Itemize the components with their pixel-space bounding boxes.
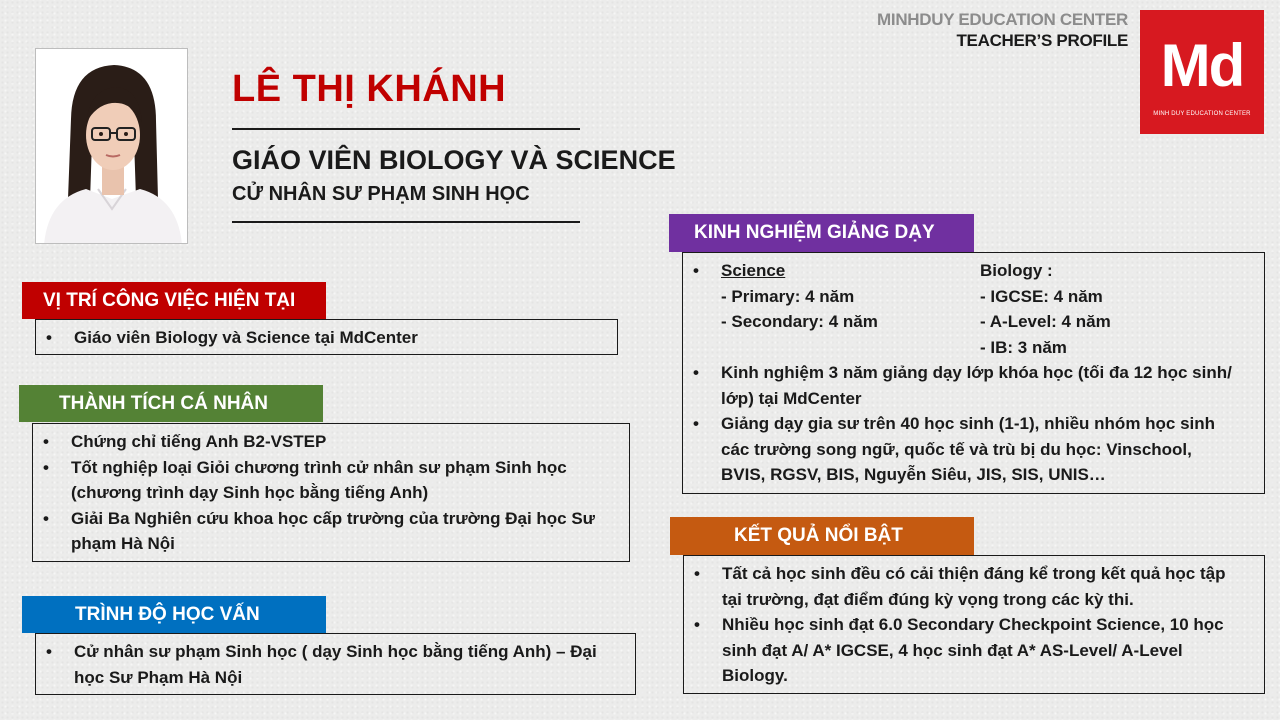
teacher-title: GIÁO VIÊN BIOLOGY VÀ SCIENCE bbox=[232, 145, 676, 175]
science-line: - Secondary: 4 năm bbox=[721, 312, 878, 331]
profile-label: TEACHER’S PROFILE bbox=[956, 31, 1128, 50]
divider-bottom bbox=[232, 221, 580, 223]
logo-subtext: MINH DUY EDUCATION CENTER bbox=[1153, 111, 1251, 117]
teacher-name: LÊ THỊ KHÁNH bbox=[232, 68, 507, 110]
list-item: • Kinh nghiệm 3 năm giảng dạy lớp khóa học (tối đa 12 học sinh/ lớp) tại MdCenter bbox=[683, 360, 1236, 411]
current-position-box bbox=[35, 319, 618, 355]
biology-label: Biology : bbox=[980, 261, 1053, 280]
list-item: • Giảng dạy gia sư trên 40 học sinh (1-1), nhiều nhóm học sinh các trường song ngữ, quốc tế và trù bị du học: Vinschool, BVIS, RGSV, BIS, Nguyễn Siêu, JIS, SIS, UNIS… bbox=[683, 411, 1236, 488]
list-item: • Tất cả học sinh đều có cải thiện đáng kể trong kết quả học tập tại trường, đạt điểm đúng kỳ vọng trong các kỳ thi. bbox=[684, 561, 1236, 612]
biology-line: - IB: 3 năm bbox=[980, 337, 1067, 357]
list-item: • Cử nhân sư phạm Sinh học ( dạy Sinh học bằng tiếng Anh) – Đại học Sư Phạm Hà Nội bbox=[36, 639, 623, 690]
achievements-heading: THÀNH TÍCH CÁ NHÂN bbox=[19, 385, 323, 422]
logo-mark: Md bbox=[1160, 32, 1244, 99]
experience-box bbox=[682, 252, 1265, 494]
results-box bbox=[683, 555, 1265, 694]
biology-column bbox=[980, 258, 1236, 360]
results-heading: KẾT QUẢ NỔI BẬT bbox=[670, 517, 974, 555]
education-heading: TRÌNH ĐỘ HỌC VẤN bbox=[22, 596, 326, 633]
biology-line: - IGCSE: 4 năm bbox=[980, 286, 1103, 306]
center-logo bbox=[1140, 10, 1264, 134]
education-box bbox=[35, 633, 636, 695]
science-line: - Primary: 4 năm bbox=[721, 286, 855, 306]
list-item: • Giải Ba Nghiên cứu khoa học cấp trường của trường Đại học Sư phạm Hà Nội bbox=[33, 506, 619, 557]
science-label: • Science bbox=[721, 261, 786, 280]
center-name: MINHDUY EDUCATION CENTER bbox=[877, 10, 1128, 29]
divider-top bbox=[232, 128, 580, 130]
biology-line: - A-Level: 4 năm bbox=[980, 312, 1111, 331]
experience-heading: KINH NGHIỆM GIẢNG DẠY bbox=[669, 214, 974, 252]
current-position-heading: VỊ TRÍ CÔNG VIỆC HIỆN TẠI bbox=[22, 282, 326, 319]
teacher-portrait-image bbox=[36, 49, 188, 244]
science-column bbox=[721, 258, 980, 360]
teacher-degree: CỬ NHÂN SƯ PHẠM SINH HỌC bbox=[232, 183, 530, 205]
list-item: • Nhiều học sinh đạt 6.0 Secondary Checkpoint Science, 10 học sinh đạt A/ A* IGCSE, 4 học sinh đạt A* AS-Level/ A-Level Biology. bbox=[684, 612, 1236, 689]
list-item: • Chứng chỉ tiếng Anh B2-VSTEP bbox=[33, 429, 619, 455]
achievements-box bbox=[32, 423, 630, 562]
teacher-photo bbox=[35, 48, 188, 244]
list-item: • Tốt nghiệp loại Giỏi chương trình cử nhân sư phạm Sinh học (chương trình dạy Sinh học bằng tiếng Anh) bbox=[33, 455, 619, 506]
list-item: • Giáo viên Biology và Science tại MdCenter bbox=[36, 325, 617, 351]
experience-subjects bbox=[683, 258, 1236, 360]
